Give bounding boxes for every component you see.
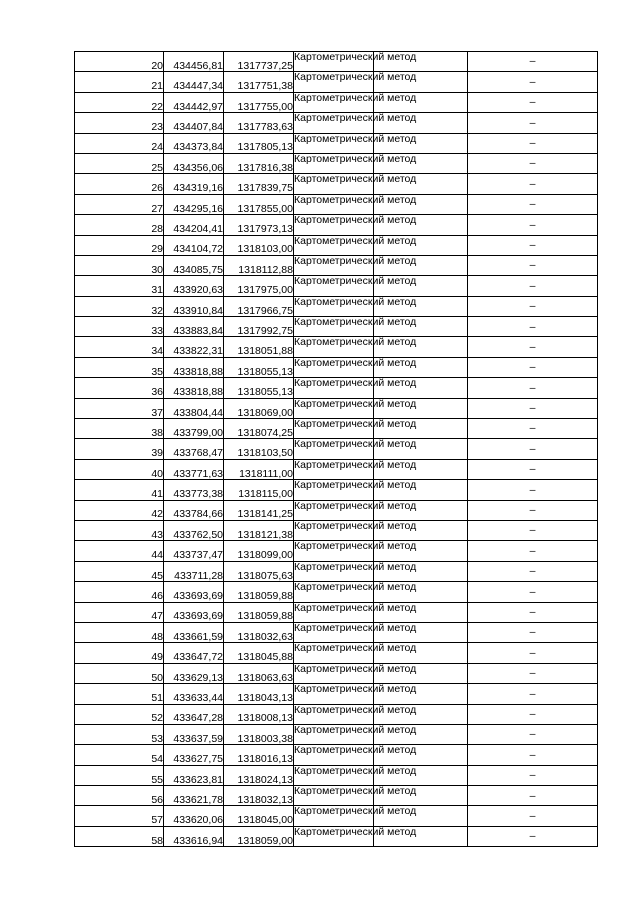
x-coordinate-cell: 433627,75: [164, 745, 224, 765]
x-coordinate-cell: 433629,13: [164, 663, 224, 683]
point-number-cell: 47: [75, 602, 164, 622]
x-coordinate-cell: 434442,97: [164, 92, 224, 112]
point-number-cell: 21: [75, 72, 164, 92]
dash-cell: –: [468, 133, 598, 153]
point-number-cell: 57: [75, 806, 164, 826]
x-coordinate-cell: 434356,06: [164, 153, 224, 173]
point-number-cell: 28: [75, 215, 164, 235]
dash-cell: –: [468, 215, 598, 235]
y-coordinate-cell: 1317975,00: [224, 276, 294, 296]
method-cell: Картометрический метод: [294, 602, 374, 622]
table-row: [75, 520, 598, 540]
table-row: [75, 113, 598, 133]
x-coordinate-cell: 433693,69: [164, 582, 224, 602]
point-number-cell: 25: [75, 153, 164, 173]
y-coordinate-cell: 1318099,00: [224, 541, 294, 561]
method-cell: Картометрический метод: [294, 398, 374, 418]
x-coordinate-cell: 433620,06: [164, 806, 224, 826]
method-cell: Картометрический метод: [294, 663, 374, 683]
method-cell: Картометрический метод: [294, 561, 374, 581]
method-cell: Картометрический метод: [294, 296, 374, 316]
table-row: [75, 704, 598, 724]
dash-cell: –: [468, 684, 598, 704]
x-coordinate-cell: 433647,28: [164, 704, 224, 724]
table-row: [75, 663, 598, 683]
point-number-cell: 55: [75, 765, 164, 785]
dash-cell: –: [468, 296, 598, 316]
dash-cell: –: [468, 113, 598, 133]
table-row: [75, 561, 598, 581]
dash-cell: –: [468, 786, 598, 806]
method-cell: Картометрический метод: [294, 72, 374, 92]
x-coordinate-cell: 434204,41: [164, 215, 224, 235]
x-coordinate-cell: 433799,00: [164, 419, 224, 439]
method-cell: Картометрический метод: [294, 765, 374, 785]
x-coordinate-cell: 434373,84: [164, 133, 224, 153]
y-coordinate-cell: 1318003,38: [224, 724, 294, 744]
point-number-cell: 48: [75, 622, 164, 642]
y-coordinate-cell: 1318112,88: [224, 255, 294, 275]
x-coordinate-cell: 433771,63: [164, 459, 224, 479]
method-cell: Картометрический метод: [294, 215, 374, 235]
dash-cell: –: [468, 398, 598, 418]
point-number-cell: 23: [75, 113, 164, 133]
point-number-cell: 41: [75, 480, 164, 500]
method-cell: Картометрический метод: [294, 459, 374, 479]
x-coordinate-cell: 433784,66: [164, 500, 224, 520]
point-number-cell: 40: [75, 459, 164, 479]
table-row: [75, 602, 598, 622]
x-coordinate-cell: 433647,72: [164, 643, 224, 663]
point-number-cell: 39: [75, 439, 164, 459]
y-coordinate-cell: 1318051,88: [224, 337, 294, 357]
y-coordinate-cell: 1317973,13: [224, 215, 294, 235]
table-row: [75, 276, 598, 296]
y-coordinate-cell: 1317816,38: [224, 153, 294, 173]
point-number-cell: 22: [75, 92, 164, 112]
y-coordinate-cell: 1318103,50: [224, 439, 294, 459]
dash-cell: –: [468, 826, 598, 846]
point-number-cell: 24: [75, 133, 164, 153]
y-coordinate-cell: 1318069,00: [224, 398, 294, 418]
method-cell: Картометрический метод: [294, 194, 374, 214]
x-coordinate-cell: 433616,94: [164, 826, 224, 846]
y-coordinate-cell: 1318055,13: [224, 357, 294, 377]
method-cell: Картометрический метод: [294, 52, 374, 72]
dash-cell: –: [468, 724, 598, 744]
x-coordinate-cell: 434456,81: [164, 52, 224, 72]
method-cell: Картометрический метод: [294, 541, 374, 561]
dash-cell: –: [468, 92, 598, 112]
table-row: [75, 357, 598, 377]
x-coordinate-cell: 434085,75: [164, 255, 224, 275]
y-coordinate-cell: 1318115,00: [224, 480, 294, 500]
dash-cell: –: [468, 500, 598, 520]
table-row: [75, 541, 598, 561]
table-row: [75, 133, 598, 153]
table-row: [75, 439, 598, 459]
y-coordinate-cell: 1317751,38: [224, 72, 294, 92]
point-number-cell: 36: [75, 378, 164, 398]
y-coordinate-cell: 1318074,25: [224, 419, 294, 439]
x-coordinate-cell: 433804,44: [164, 398, 224, 418]
dash-cell: –: [468, 52, 598, 72]
method-cell: Картометрический метод: [294, 704, 374, 724]
point-number-cell: 26: [75, 174, 164, 194]
table-row: [75, 174, 598, 194]
method-cell: Картометрический метод: [294, 317, 374, 337]
y-coordinate-cell: 1318103,00: [224, 235, 294, 255]
method-cell: Картометрический метод: [294, 255, 374, 275]
x-coordinate-cell: 433822,31: [164, 337, 224, 357]
point-number-cell: 44: [75, 541, 164, 561]
x-coordinate-cell: 434407,84: [164, 113, 224, 133]
point-number-cell: 33: [75, 317, 164, 337]
dash-cell: –: [468, 704, 598, 724]
x-coordinate-cell: 433637,59: [164, 724, 224, 744]
table-row: [75, 378, 598, 398]
dash-cell: –: [468, 459, 598, 479]
point-number-cell: 49: [75, 643, 164, 663]
dash-cell: –: [468, 174, 598, 194]
table-row: [75, 786, 598, 806]
y-coordinate-cell: 1318008,13: [224, 704, 294, 724]
y-coordinate-cell: 1318121,38: [224, 520, 294, 540]
dash-cell: –: [468, 622, 598, 642]
x-coordinate-cell: 433693,69: [164, 602, 224, 622]
table-row: [75, 255, 598, 275]
y-coordinate-cell: 1317966,75: [224, 296, 294, 316]
dash-cell: –: [468, 72, 598, 92]
table-row: [75, 765, 598, 785]
dash-cell: –: [468, 378, 598, 398]
method-cell: Картометрический метод: [294, 520, 374, 540]
dash-cell: –: [468, 520, 598, 540]
table-row: [75, 745, 598, 765]
table-row: [75, 724, 598, 744]
x-coordinate-cell: 433818,88: [164, 378, 224, 398]
y-coordinate-cell: 1318045,88: [224, 643, 294, 663]
point-number-cell: 32: [75, 296, 164, 316]
point-number-cell: 31: [75, 276, 164, 296]
point-number-cell: 29: [75, 235, 164, 255]
y-coordinate-cell: 1318075,63: [224, 561, 294, 581]
point-number-cell: 37: [75, 398, 164, 418]
coordinates-table-body: [75, 52, 598, 847]
method-cell: Картометрический метод: [294, 786, 374, 806]
x-coordinate-cell: 433737,47: [164, 541, 224, 561]
method-cell: Картометрический метод: [294, 826, 374, 846]
point-number-cell: 45: [75, 561, 164, 581]
x-coordinate-cell: 433768,47: [164, 439, 224, 459]
x-coordinate-cell: 433910,84: [164, 296, 224, 316]
x-coordinate-cell: 433773,38: [164, 480, 224, 500]
method-cell: Картометрический метод: [294, 500, 374, 520]
table-row: [75, 317, 598, 337]
table-row: [75, 582, 598, 602]
table-row: [75, 194, 598, 214]
y-coordinate-cell: 1318045,00: [224, 806, 294, 826]
method-cell: Картометрический метод: [294, 235, 374, 255]
dash-cell: –: [468, 663, 598, 683]
method-cell: Картометрический метод: [294, 622, 374, 642]
dash-cell: –: [468, 643, 598, 663]
table-row: [75, 806, 598, 826]
table-row: [75, 459, 598, 479]
point-number-cell: 27: [75, 194, 164, 214]
point-number-cell: 58: [75, 826, 164, 846]
dash-cell: –: [468, 602, 598, 622]
y-coordinate-cell: 1317855,00: [224, 194, 294, 214]
dash-cell: –: [468, 480, 598, 500]
table-row: [75, 684, 598, 704]
method-cell: Картометрический метод: [294, 153, 374, 173]
table-row: [75, 500, 598, 520]
table-row: [75, 52, 598, 72]
point-number-cell: 20: [75, 52, 164, 72]
point-number-cell: 42: [75, 500, 164, 520]
method-cell: Картометрический метод: [294, 684, 374, 704]
x-coordinate-cell: 434295,16: [164, 194, 224, 214]
x-coordinate-cell: 433818,88: [164, 357, 224, 377]
y-coordinate-cell: 1318141,25: [224, 500, 294, 520]
method-cell: Картометрический метод: [294, 357, 374, 377]
table-row: [75, 296, 598, 316]
dash-cell: –: [468, 541, 598, 561]
point-number-cell: 56: [75, 786, 164, 806]
y-coordinate-cell: 1317805,13: [224, 133, 294, 153]
y-coordinate-cell: 1318059,88: [224, 602, 294, 622]
table-row: [75, 153, 598, 173]
table-row: [75, 215, 598, 235]
y-coordinate-cell: 1317737,25: [224, 52, 294, 72]
point-number-cell: 53: [75, 724, 164, 744]
dash-cell: –: [468, 276, 598, 296]
table-row: [75, 92, 598, 112]
y-coordinate-cell: 1317839,75: [224, 174, 294, 194]
point-number-cell: 46: [75, 582, 164, 602]
method-cell: Картометрический метод: [294, 419, 374, 439]
dash-cell: –: [468, 765, 598, 785]
table-row: [75, 398, 598, 418]
method-cell: Картометрический метод: [294, 480, 374, 500]
x-coordinate-cell: 433711,28: [164, 561, 224, 581]
table-row: [75, 826, 598, 846]
y-coordinate-cell: 1318059,88: [224, 582, 294, 602]
method-cell: Картометрический метод: [294, 643, 374, 663]
method-cell: Картометрический метод: [294, 92, 374, 112]
y-coordinate-cell: 1318055,13: [224, 378, 294, 398]
x-coordinate-cell: 434319,16: [164, 174, 224, 194]
y-coordinate-cell: 1318024,13: [224, 765, 294, 785]
table-row: [75, 337, 598, 357]
y-coordinate-cell: 1318063,63: [224, 663, 294, 683]
dash-cell: –: [468, 419, 598, 439]
method-cell: Картометрический метод: [294, 582, 374, 602]
method-cell: Картометрический метод: [294, 276, 374, 296]
table-row: [75, 643, 598, 663]
method-cell: Картометрический метод: [294, 806, 374, 826]
method-cell: Картометрический метод: [294, 113, 374, 133]
dash-cell: –: [468, 439, 598, 459]
table-row: [75, 480, 598, 500]
y-coordinate-cell: 1317992,75: [224, 317, 294, 337]
dash-cell: –: [468, 153, 598, 173]
dash-cell: –: [468, 745, 598, 765]
y-coordinate-cell: 1318111,00: [224, 459, 294, 479]
point-number-cell: 51: [75, 684, 164, 704]
table-row: [75, 72, 598, 92]
point-number-cell: 38: [75, 419, 164, 439]
table-row: [75, 419, 598, 439]
dash-cell: –: [468, 561, 598, 581]
x-coordinate-cell: 433623,81: [164, 765, 224, 785]
dash-cell: –: [468, 582, 598, 602]
method-cell: Картометрический метод: [294, 439, 374, 459]
dash-cell: –: [468, 255, 598, 275]
x-coordinate-cell: 433621,78: [164, 786, 224, 806]
x-coordinate-cell: 433920,63: [164, 276, 224, 296]
x-coordinate-cell: 433633,44: [164, 684, 224, 704]
method-cell: Картометрический метод: [294, 724, 374, 744]
method-cell: Картометрический метод: [294, 133, 374, 153]
point-number-cell: 54: [75, 745, 164, 765]
x-coordinate-cell: 434104,72: [164, 235, 224, 255]
dash-cell: –: [468, 235, 598, 255]
y-coordinate-cell: 1318016,13: [224, 745, 294, 765]
table-row: [75, 235, 598, 255]
point-number-cell: 30: [75, 255, 164, 275]
method-cell: Картометрический метод: [294, 337, 374, 357]
y-coordinate-cell: 1318032,63: [224, 622, 294, 642]
method-cell: Картометрический метод: [294, 378, 374, 398]
dash-cell: –: [468, 317, 598, 337]
method-cell: Картометрический метод: [294, 174, 374, 194]
method-cell: Картометрический метод: [294, 745, 374, 765]
point-number-cell: 34: [75, 337, 164, 357]
dash-cell: –: [468, 194, 598, 214]
point-number-cell: 43: [75, 520, 164, 540]
x-coordinate-cell: 434447,34: [164, 72, 224, 92]
y-coordinate-cell: 1317755,00: [224, 92, 294, 112]
dash-cell: –: [468, 806, 598, 826]
table-row: [75, 622, 598, 642]
x-coordinate-cell: 433661,59: [164, 622, 224, 642]
y-coordinate-cell: 1317783,63: [224, 113, 294, 133]
y-coordinate-cell: 1318032,13: [224, 786, 294, 806]
point-number-cell: 35: [75, 357, 164, 377]
x-coordinate-cell: 433762,50: [164, 520, 224, 540]
x-coordinate-cell: 433883,84: [164, 317, 224, 337]
point-number-cell: 50: [75, 663, 164, 683]
dash-cell: –: [468, 337, 598, 357]
point-number-cell: 52: [75, 704, 164, 724]
dash-cell: –: [468, 357, 598, 377]
coordinates-table: [74, 51, 598, 847]
y-coordinate-cell: 1318043,13: [224, 684, 294, 704]
y-coordinate-cell: 1318059,00: [224, 826, 294, 846]
